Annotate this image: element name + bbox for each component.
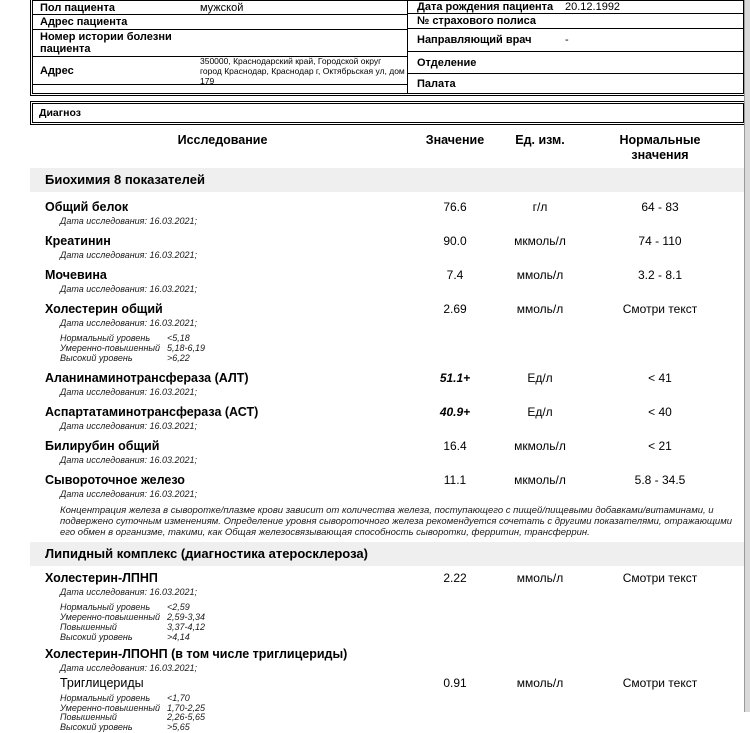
patient-info-section xyxy=(30,0,746,125)
result-value: 2.69 xyxy=(443,302,467,316)
section-header-lipids: Липидный комплекс (диагностика атеросклероза) xyxy=(30,542,746,566)
study-date: Дата исследования: 16.03.2021; xyxy=(60,284,198,294)
level-row: Повышенный 3,37-4,12 xyxy=(60,622,206,632)
diagnosis-box xyxy=(30,101,746,125)
result-row xyxy=(30,268,746,294)
patient-field-row xyxy=(408,52,743,74)
field-value: 350000, Краснодарский край, Городской округ город Краснодар, Краснодар г, Октябрьская ул, дом 179 xyxy=(200,55,405,86)
result-row xyxy=(30,647,746,673)
result-value-flagged: 51.1+ xyxy=(439,371,471,385)
result-value: 16.4 xyxy=(443,439,467,453)
patient-field-row xyxy=(33,30,407,57)
reference-range: 74 - 110 xyxy=(638,234,682,248)
patient-field-row xyxy=(408,29,743,52)
field-label: Пол пациента xyxy=(40,1,115,14)
field-value: - xyxy=(565,34,569,46)
patient-field-row xyxy=(33,15,407,30)
analyte-name: Аспартатаминотрансфераза (АСТ) xyxy=(45,405,259,419)
patient-info-table-left xyxy=(33,1,408,93)
column-header-value: Значение xyxy=(425,133,485,147)
reference-range: < 41 xyxy=(648,371,672,385)
analyte-name: Холестерин-ЛПНП xyxy=(45,571,158,585)
analyte-name: Сывороточное железо xyxy=(45,473,185,487)
result-row xyxy=(30,371,746,397)
patient-field-row xyxy=(33,1,407,15)
field-label: Отделение xyxy=(417,56,477,69)
reference-range: 5.8 - 34.5 xyxy=(634,473,686,487)
patient-field-row xyxy=(408,14,743,29)
reference-range: < 40 xyxy=(648,405,672,419)
study-date: Дата исследования: 16.03.2021; xyxy=(60,455,198,465)
reference-range: < 21 xyxy=(648,439,672,453)
analyte-name: Общий белок xyxy=(45,200,129,214)
patient-field-row xyxy=(33,57,407,85)
result-row xyxy=(30,676,746,733)
result-row xyxy=(30,473,746,538)
study-date: Дата исследования: 16.03.2021; xyxy=(60,318,198,328)
level-row: Нормальный уровень <2,59 xyxy=(60,602,190,612)
study-date: Дата исследования: 16.03.2021; xyxy=(60,250,198,260)
result-unit: мкмоль/л xyxy=(514,234,566,248)
result-value: 90.0 xyxy=(443,234,467,248)
level-row: Нормальный уровень <5,18 xyxy=(60,333,190,343)
results-table xyxy=(30,130,746,733)
result-unit: ммоль/л xyxy=(516,302,564,316)
result-unit: ммоль/л xyxy=(516,571,564,585)
analyte-name: Триглицериды xyxy=(60,676,144,690)
level-row: Умеренно-повышенный 5,18-6,19 xyxy=(60,343,206,353)
level-row: Высокий уровень >4,14 xyxy=(60,632,190,642)
field-label: Палата xyxy=(417,77,456,90)
result-row xyxy=(30,439,746,465)
result-row xyxy=(30,200,746,226)
field-label: Дата рождения пациента xyxy=(417,1,554,13)
result-unit: мкмоль/л xyxy=(514,473,566,487)
result-row xyxy=(30,571,746,642)
diagnosis-label: Диагноз xyxy=(32,103,744,123)
analyte-name: Креатинин xyxy=(45,234,111,248)
reference-range: Смотри текст xyxy=(622,571,698,585)
study-date: Дата исследования: 16.03.2021; xyxy=(60,216,198,226)
patient-field-row xyxy=(408,1,743,14)
patient-info-table-right xyxy=(408,1,743,93)
field-value: мужской xyxy=(200,1,244,14)
analyte-name: Аланинаминотрансфераза (АЛТ) xyxy=(45,371,249,385)
patient-field-row xyxy=(33,85,407,93)
result-unit: Ед/л xyxy=(527,371,553,385)
study-date: Дата исследования: 16.03.2021; xyxy=(60,421,198,431)
result-value: 0.91 xyxy=(443,676,467,690)
level-row: Умеренно-повышенный 1,70-2,25 xyxy=(60,702,206,713)
level-row: Высокий уровень >6,22 xyxy=(60,353,190,363)
result-row xyxy=(30,405,746,431)
field-label: Направляющий врач xyxy=(417,34,532,46)
analyte-name: Мочевина xyxy=(45,268,107,282)
field-label: № страхового полиса xyxy=(417,15,536,27)
analyte-name: Холестерин-ЛПОНП (в том числе триглицериды) xyxy=(45,647,348,661)
analyte-name: Холестерин общий xyxy=(45,302,163,316)
result-unit: ммоль/л xyxy=(516,676,564,690)
level-row: Повышенный 2,26-5,65 xyxy=(60,712,206,723)
result-unit xyxy=(495,647,585,662)
reference-range: 64 - 83 xyxy=(641,200,679,214)
reference-range: Смотри текст xyxy=(622,676,698,690)
result-row xyxy=(30,234,746,260)
level-row: Умеренно-повышенный 2,59-3,34 xyxy=(60,612,206,622)
field-label: Адрес пациента xyxy=(40,16,128,28)
results-header-row xyxy=(30,130,746,163)
reference-levels xyxy=(60,333,746,363)
column-header-unit: Ед. изм. xyxy=(515,133,565,147)
field-label: Номер истории болезни пациента xyxy=(40,31,172,55)
reference-range: Смотри текст xyxy=(622,302,698,316)
reference-levels xyxy=(60,602,746,642)
result-unit: мкмоль/л xyxy=(514,439,566,453)
level-row: Нормальный уровень <1,70 xyxy=(60,693,190,703)
result-row xyxy=(30,302,746,363)
study-date: Дата исследования: 16.03.2021; xyxy=(60,663,198,673)
result-value xyxy=(415,647,495,662)
reference-levels xyxy=(60,694,746,733)
study-date: Дата исследования: 16.03.2021; xyxy=(60,387,198,397)
column-header-study: Исследование xyxy=(177,133,268,147)
result-unit: г/л xyxy=(532,200,548,214)
iron-note: Концентрация железа в сыворотке/плазме крови зависит от количества железа, поступающего с пищей/пищевыми добавками/витаминами, и подвержено суточным изменениям. Определение уровня сывороточного железа рекомендуется сочетать с другими показателями, отражающими его обмен в организме, такими, как Общая железосвязывающая способность сыворотки, ферритин, трансферрин. xyxy=(60,505,732,538)
field-value: 20.12.1992 xyxy=(565,1,621,13)
result-value: 2.22 xyxy=(443,571,467,585)
level-row: Высокий уровень >5,65 xyxy=(60,722,190,733)
reference-range xyxy=(585,647,735,662)
section-header-biochemistry: Биохимия 8 показателей xyxy=(30,168,746,192)
field-label: Адрес xyxy=(40,64,74,77)
result-unit: Ед/л xyxy=(527,405,553,419)
patient-info-outer-border xyxy=(30,0,746,96)
page-edge-strip xyxy=(744,0,750,712)
result-value: 11.1 xyxy=(443,473,467,487)
result-value: 76.6 xyxy=(443,200,467,214)
column-header-normal: Нормальные значения xyxy=(619,133,701,162)
reference-range: 3.2 - 8.1 xyxy=(637,268,683,282)
patient-info-tables xyxy=(32,0,744,94)
result-value: 7.4 xyxy=(446,268,464,282)
study-date: Дата исследования: 16.03.2021; xyxy=(60,587,198,597)
analyte-name: Билирубин общий xyxy=(45,439,160,453)
study-date: Дата исследования: 16.03.2021; xyxy=(60,489,198,499)
result-value-flagged: 40.9+ xyxy=(439,405,471,419)
patient-field-row xyxy=(408,74,743,93)
result-unit: ммоль/л xyxy=(516,268,564,282)
